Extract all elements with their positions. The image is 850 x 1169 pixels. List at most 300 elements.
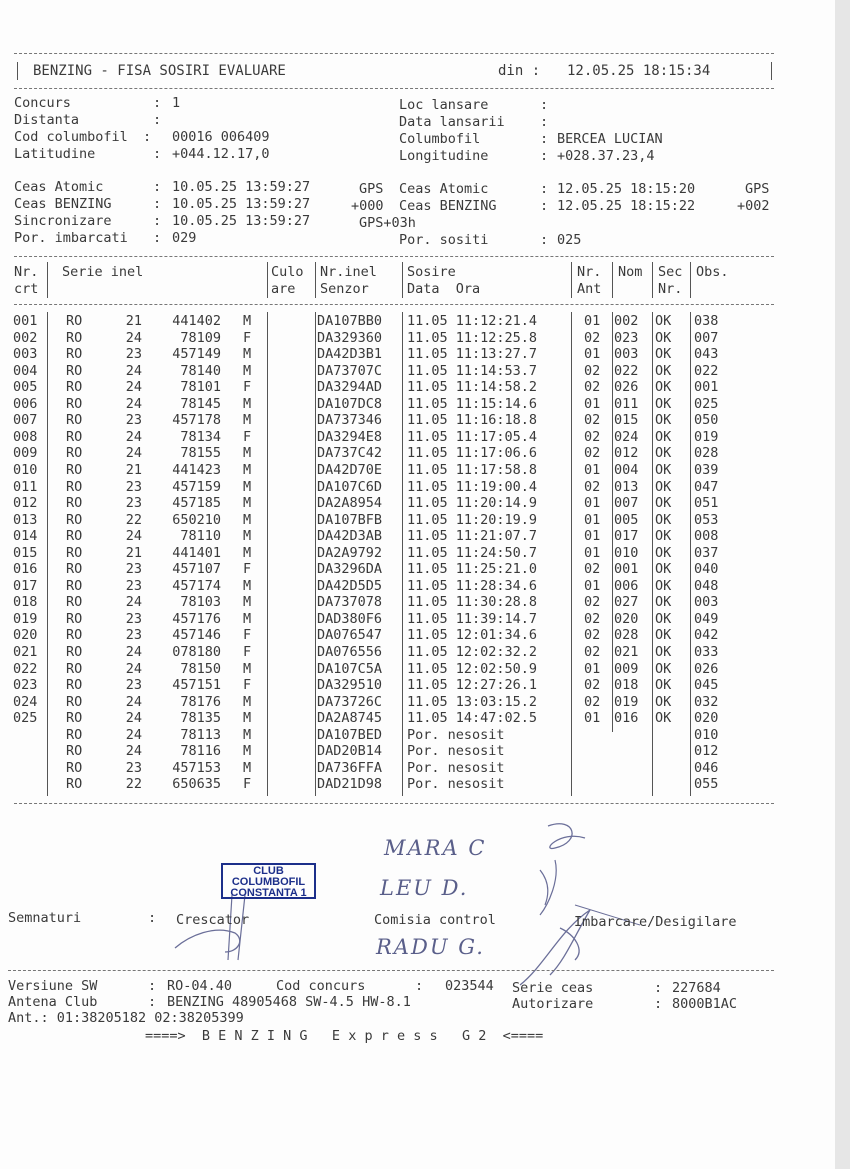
row-arrival: 11.05 11:21:07.7 xyxy=(407,528,538,545)
colon: : xyxy=(540,198,549,214)
col-header-ant: Ant xyxy=(577,281,602,297)
row-nr-crt: 025 xyxy=(13,710,38,727)
row-nom: 028 xyxy=(614,627,639,644)
row-country: RO xyxy=(66,759,83,776)
row-obs: 007 xyxy=(694,329,719,346)
row-country: RO xyxy=(66,445,83,462)
row-sensor: DA2A8745 xyxy=(317,710,383,727)
ceas-atomic-start-src: GPS xyxy=(359,181,384,197)
report-title: BENZING - FISA SOSIRI EVALUARE xyxy=(33,63,286,79)
row-sensor: DA107BFB xyxy=(317,511,383,528)
row-sec: OK xyxy=(655,313,672,329)
row-year: 24 xyxy=(125,726,142,743)
row-obs: 049 xyxy=(694,610,719,627)
handwritten-name-2: LEU D. xyxy=(380,876,469,900)
row-obs: 020 xyxy=(694,710,719,727)
row-antenna: 02 xyxy=(584,478,601,495)
row-arrival: 11.05 11:24:50.7 xyxy=(407,544,538,561)
row-obs: 051 xyxy=(694,495,719,512)
stamp-line-1: CLUB xyxy=(253,865,284,877)
row-sex: M xyxy=(243,395,252,412)
club-stamp xyxy=(221,863,316,899)
row-sex: F xyxy=(243,627,252,644)
row-year: 21 xyxy=(125,313,142,329)
row-nom: 026 xyxy=(614,379,639,396)
row-antenna: 01 xyxy=(584,495,601,512)
row-nom: 005 xyxy=(614,511,639,528)
sincronizare-tz: GPS+03h xyxy=(359,215,416,231)
row-country: RO xyxy=(66,478,83,495)
col-header-sec-nr: Nr. xyxy=(658,281,683,297)
row-ring: 441401 xyxy=(172,544,221,561)
row-year: 24 xyxy=(125,445,142,462)
row-sec: OK xyxy=(655,511,672,528)
row-nr-crt: 012 xyxy=(13,495,38,512)
row-sex: M xyxy=(243,511,252,528)
row-antenna: 02 xyxy=(584,644,601,660)
row-ring: 78140 xyxy=(180,362,221,379)
row-antenna: 01 xyxy=(584,544,601,561)
versiune-value: RO-04.40 xyxy=(167,978,233,994)
row-arrival: Por. nesosit xyxy=(407,776,505,793)
row-sensor: DAD21D98 xyxy=(317,776,383,793)
row-antenna: 01 xyxy=(584,528,601,545)
row-ring: 457149 xyxy=(172,346,221,363)
row-nr-crt: 022 xyxy=(13,660,38,677)
row-country: RO xyxy=(66,677,83,694)
row-sensor: DA42D70E xyxy=(317,461,383,478)
row-year: 24 xyxy=(125,379,142,396)
row-nom: 012 xyxy=(614,445,639,462)
columbofil-label: Columbofil xyxy=(399,131,481,147)
row-country: RO xyxy=(66,610,83,627)
row-antenna: 02 xyxy=(584,428,601,445)
crescator-label: Crescator xyxy=(176,912,250,928)
row-sex: F xyxy=(243,776,252,793)
row-antenna: 02 xyxy=(584,412,601,429)
row-sex: M xyxy=(243,495,252,512)
ceas-benzing-label-2: Ceas BENZING xyxy=(399,198,497,214)
row-sensor: DA3294E8 xyxy=(317,428,383,445)
row-country: RO xyxy=(66,428,83,445)
row-sec: OK xyxy=(655,693,672,710)
row-nom: 003 xyxy=(614,346,639,363)
row-ring: 457176 xyxy=(172,610,221,627)
comisia-label: Comisia control xyxy=(374,912,496,928)
row-arrival: 11.05 11:39:14.7 xyxy=(407,610,538,627)
row-ring: 78135 xyxy=(180,710,221,727)
row-sensor: DA2A9792 xyxy=(317,544,383,561)
row-antenna: 01 xyxy=(584,511,601,528)
row-sensor: DA42D3B1 xyxy=(317,346,383,363)
row-ring: 457174 xyxy=(172,577,221,594)
row-arrival: 11.05 12:27:26.1 xyxy=(407,677,538,694)
row-sensor: DA737346 xyxy=(317,412,383,429)
concurs-value: 1 xyxy=(172,95,181,111)
row-year: 23 xyxy=(125,561,142,578)
imbarcati-value: 029 xyxy=(172,230,197,246)
row-obs: 040 xyxy=(694,561,719,578)
row-year: 23 xyxy=(125,610,142,627)
row-obs: 022 xyxy=(694,362,719,379)
row-country: RO xyxy=(66,495,83,512)
row-year: 24 xyxy=(125,528,142,545)
colon: : xyxy=(415,978,424,994)
columbofil-value: BERCEA LUCIAN xyxy=(557,131,663,147)
row-year: 21 xyxy=(125,461,142,478)
latitudine-value: +044.12.17,0 xyxy=(172,146,270,162)
serie-ceas-value: 227684 xyxy=(672,980,721,996)
colon: : xyxy=(153,179,162,195)
row-sec: OK xyxy=(655,495,672,512)
row-year: 23 xyxy=(125,627,142,644)
row-sensor: DAD380F6 xyxy=(317,610,383,627)
row-sex: M xyxy=(243,610,252,627)
row-arrival: 11.05 11:13:27.7 xyxy=(407,346,538,363)
row-year: 24 xyxy=(125,428,142,445)
longitudine-label: Longitudine xyxy=(399,148,489,164)
row-country: RO xyxy=(66,561,83,578)
row-nom: 016 xyxy=(614,710,639,727)
colon: : xyxy=(540,232,549,248)
colon: : xyxy=(153,146,162,162)
row-year: 24 xyxy=(125,329,142,346)
colon: : xyxy=(654,980,663,996)
colon: : xyxy=(153,112,162,128)
row-nr-crt: 006 xyxy=(13,395,38,412)
sincronizare-value: 10.05.25 13:59:27 xyxy=(172,213,311,229)
row-obs: 008 xyxy=(694,528,719,545)
colon: : xyxy=(148,978,157,994)
row-nr-crt: 003 xyxy=(13,346,38,363)
row-sex: M xyxy=(243,461,252,478)
row-sex: M xyxy=(243,544,252,561)
row-year: 23 xyxy=(125,577,142,594)
row-year: 24 xyxy=(125,693,142,710)
row-nr-crt: 008 xyxy=(13,428,38,445)
row-ring: 457107 xyxy=(172,561,221,578)
row-arrival: 11.05 11:14:58.2 xyxy=(407,379,538,396)
autorizare-value: 8000B1AC xyxy=(672,996,738,1012)
loc-lansare-label: Loc lansare xyxy=(399,97,489,113)
row-sex: M xyxy=(243,412,252,429)
row-sec: OK xyxy=(655,627,672,644)
footer-rule xyxy=(8,970,774,971)
row-sec: OK xyxy=(655,362,672,379)
col-header-sosire: Sosire xyxy=(407,264,456,280)
row-sex: M xyxy=(243,743,252,760)
row-country: RO xyxy=(66,412,83,429)
row-country: RO xyxy=(66,461,83,478)
imbarcati-label: Por. imbarcati xyxy=(14,230,128,246)
row-obs: 019 xyxy=(694,428,719,445)
row-sec: OK xyxy=(655,412,672,429)
row-country: RO xyxy=(66,313,83,329)
row-arrival: Por. nesosit xyxy=(407,743,505,760)
col-header-senzor: Senzor xyxy=(320,281,369,297)
row-arrival: 11.05 11:30:28.8 xyxy=(407,594,538,611)
row-year: 22 xyxy=(125,776,142,793)
row-antenna: 02 xyxy=(584,594,601,611)
cod-columbofil-label: Cod columbofil xyxy=(14,129,128,145)
brand-line: ====> B E N Z I N G E x p r e s s G 2 <==== xyxy=(145,1028,544,1044)
row-arrival: 11.05 11:15:14.6 xyxy=(407,395,538,412)
row-antenna: 02 xyxy=(584,677,601,694)
row-ring: 78113 xyxy=(180,726,221,743)
row-sex: M xyxy=(243,346,252,363)
row-arrival: 11.05 12:02:50.9 xyxy=(407,660,538,677)
row-sec: OK xyxy=(655,677,672,694)
antena-label: Antena Club xyxy=(8,994,98,1010)
row-nom: 022 xyxy=(614,362,639,379)
row-sensor: DA107C5A xyxy=(317,660,383,677)
handwritten-name-3: RADU G. xyxy=(376,935,485,959)
row-sec: OK xyxy=(655,428,672,445)
ceas-atomic-start: 10.05.25 13:59:27 xyxy=(172,179,311,195)
row-nr-crt: 015 xyxy=(13,544,38,561)
longitudine-value: +028.37.23,4 xyxy=(557,148,655,164)
colon: : xyxy=(540,114,549,130)
row-antenna: 01 xyxy=(584,461,601,478)
row-arrival: 11.05 11:12:25.8 xyxy=(407,329,538,346)
row-obs: 050 xyxy=(694,412,719,429)
row-nom: 004 xyxy=(614,461,639,478)
row-nr-crt: 004 xyxy=(13,362,38,379)
row-country: RO xyxy=(66,627,83,644)
colon: : xyxy=(153,230,162,246)
row-antenna: 01 xyxy=(584,660,601,677)
row-sensor: DA076547 xyxy=(317,627,383,644)
sositi-value: 025 xyxy=(557,232,582,248)
row-obs: 047 xyxy=(694,478,719,495)
row-ring: 441423 xyxy=(172,461,221,478)
row-sensor: DA2A8954 xyxy=(317,495,383,512)
row-arrival: 11.05 11:14:53.7 xyxy=(407,362,538,379)
row-year: 23 xyxy=(125,759,142,776)
row-antenna: 02 xyxy=(584,379,601,396)
row-antenna: 01 xyxy=(584,710,601,727)
row-arrival: 11.05 14:47:02.5 xyxy=(407,710,538,727)
row-sex: M xyxy=(243,577,252,594)
row-nom: 027 xyxy=(614,594,639,611)
row-sex: F xyxy=(243,561,252,578)
row-ring: 650635 xyxy=(172,776,221,793)
row-sec: OK xyxy=(655,329,672,346)
colon: : xyxy=(540,131,549,147)
row-year: 24 xyxy=(125,743,142,760)
colon: : xyxy=(143,129,152,145)
colon: : xyxy=(540,181,549,197)
row-nom: 002 xyxy=(614,313,639,329)
sositi-label: Por. sositi xyxy=(399,232,489,248)
row-nr-crt: 024 xyxy=(13,693,38,710)
row-ring: 650210 xyxy=(172,511,221,528)
concurs-label: Concurs xyxy=(14,95,71,111)
row-country: RO xyxy=(66,329,83,346)
row-ring: 78145 xyxy=(180,395,221,412)
row-sensor: DA736FFA xyxy=(317,759,383,776)
ceas-atomic-end-src: GPS xyxy=(745,181,770,197)
row-sex: M xyxy=(243,478,252,495)
row-sex: M xyxy=(243,693,252,710)
row-nr-crt: 013 xyxy=(13,511,38,528)
col-header-culoare-2: are xyxy=(271,281,296,297)
row-antenna: 02 xyxy=(584,610,601,627)
row-country: RO xyxy=(66,726,83,743)
latitudine-label: Latitudine xyxy=(14,146,96,162)
ceas-benzing-start: 10.05.25 13:59:27 xyxy=(172,196,311,212)
stamp-line-3: CONSTANTA 1 xyxy=(230,887,307,899)
row-sensor: DA737078 xyxy=(317,594,383,611)
col-header-culoare-1: Culo xyxy=(271,264,304,280)
row-sec: OK xyxy=(655,346,672,363)
row-sex: F xyxy=(243,644,252,660)
row-antenna: 02 xyxy=(584,561,601,578)
ceas-benzing-end-offset: +002 xyxy=(737,198,770,214)
row-nr-crt: 011 xyxy=(13,478,38,495)
row-nom: 024 xyxy=(614,428,639,445)
row-nom: 017 xyxy=(614,528,639,545)
row-nom: 018 xyxy=(614,677,639,694)
colon: : xyxy=(148,910,157,926)
cod-concurs-value: 023544 xyxy=(445,978,494,994)
versiune-label: Versiune SW xyxy=(8,978,98,994)
row-year: 21 xyxy=(125,544,142,561)
row-nr-crt: 009 xyxy=(13,445,38,462)
row-nom: 020 xyxy=(614,610,639,627)
row-obs: 001 xyxy=(694,379,719,396)
row-nom: 015 xyxy=(614,412,639,429)
colon: : xyxy=(540,148,549,164)
row-antenna: 01 xyxy=(584,346,601,363)
row-sensor: DA73707C xyxy=(317,362,383,379)
row-sex: F xyxy=(243,329,252,346)
row-ring: 457159 xyxy=(172,478,221,495)
row-sensor: DA73726C xyxy=(317,693,383,710)
row-sensor: DA42D5D5 xyxy=(317,577,383,594)
colon: : xyxy=(153,213,162,229)
ceas-atomic-end: 12.05.25 18:15:20 xyxy=(557,181,696,197)
row-sec: OK xyxy=(655,395,672,412)
col-header-nom: Nom xyxy=(618,264,643,280)
row-country: RO xyxy=(66,528,83,545)
row-nr-crt: 001 xyxy=(13,313,38,329)
serie-ceas-label: Serie ceas xyxy=(512,980,594,996)
row-antenna: 02 xyxy=(584,329,601,346)
row-sex: M xyxy=(243,528,252,545)
row-obs: 039 xyxy=(694,461,719,478)
row-obs: 010 xyxy=(694,726,719,743)
row-sensor: DA107BB0 xyxy=(317,313,383,329)
row-sensor: DA329510 xyxy=(317,677,383,694)
row-nr-crt: 005 xyxy=(13,379,38,396)
row-arrival: 11.05 11:25:21.0 xyxy=(407,561,538,578)
row-ring: 078180 xyxy=(172,644,221,660)
row-arrival: 11.05 13:03:15.2 xyxy=(407,693,538,710)
row-ring: 78116 xyxy=(180,743,221,760)
row-obs: 028 xyxy=(694,445,719,462)
row-ring: 78103 xyxy=(180,594,221,611)
row-year: 23 xyxy=(125,346,142,363)
report-date: 12.05.25 18:15:34 xyxy=(567,63,711,79)
row-country: RO xyxy=(66,379,83,396)
row-sex: M xyxy=(243,362,252,379)
row-arrival: 11.05 11:12:21.4 xyxy=(407,313,538,329)
row-sex: M xyxy=(243,660,252,677)
row-sec: OK xyxy=(655,610,672,627)
row-nom: 001 xyxy=(614,561,639,578)
row-sec: OK xyxy=(655,478,672,495)
row-antenna: 01 xyxy=(584,395,601,412)
row-obs: 032 xyxy=(694,693,719,710)
row-ring: 78155 xyxy=(180,445,221,462)
row-nom: 021 xyxy=(614,644,639,660)
row-year: 24 xyxy=(125,362,142,379)
sincronizare-label: Sincronizare xyxy=(14,213,112,229)
row-ring: 78110 xyxy=(180,528,221,545)
col-header-sec: Sec xyxy=(658,264,683,280)
row-ring: 457178 xyxy=(172,412,221,429)
row-sex: M xyxy=(243,313,252,329)
row-ring: 78109 xyxy=(180,329,221,346)
row-country: RO xyxy=(66,660,83,677)
ceas-atomic-label-2: Ceas Atomic xyxy=(399,181,489,197)
imbarcare-label: Imbarcare/Desigilare xyxy=(574,914,737,930)
col-header-crt: crt xyxy=(14,281,39,297)
distanta-label: Distanta xyxy=(14,112,80,128)
row-nr-crt: 023 xyxy=(13,677,38,694)
row-year: 23 xyxy=(125,677,142,694)
row-arrival: 11.05 11:16:18.8 xyxy=(407,412,538,429)
row-sec: OK xyxy=(655,660,672,677)
stamp-line-2: COLUMBOFIL xyxy=(231,876,306,888)
row-antenna: 02 xyxy=(584,362,601,379)
row-antenna: 02 xyxy=(584,627,601,644)
row-sensor: DA107C6D xyxy=(317,478,383,495)
row-obs: 043 xyxy=(694,346,719,363)
row-obs: 053 xyxy=(694,511,719,528)
row-sensor: DA329360 xyxy=(317,329,383,346)
row-nr-crt: 017 xyxy=(13,577,38,594)
row-obs: 025 xyxy=(694,395,719,412)
row-sec: OK xyxy=(655,594,672,611)
col-header-data-ora: Data Ora xyxy=(407,281,481,297)
row-nr-crt: 014 xyxy=(13,528,38,545)
semnaturi-label: Semnaturi xyxy=(8,910,82,926)
row-obs: 055 xyxy=(694,776,719,793)
antenna-ids: Ant.: 01:38205182 02:38205399 xyxy=(8,1010,244,1026)
row-obs: 003 xyxy=(694,594,719,611)
row-arrival: 11.05 11:28:34.6 xyxy=(407,577,538,594)
row-nom: 010 xyxy=(614,544,639,561)
row-year: 23 xyxy=(125,495,142,512)
row-arrival: 11.05 11:17:06.6 xyxy=(407,445,538,462)
row-ring: 457185 xyxy=(172,495,221,512)
row-sex: M xyxy=(243,759,252,776)
col-header-nr-ant: Nr. xyxy=(577,264,602,280)
row-obs: 012 xyxy=(694,743,719,760)
row-sex: F xyxy=(243,428,252,445)
row-obs: 042 xyxy=(694,627,719,644)
row-sec: OK xyxy=(655,379,672,396)
colon: : xyxy=(153,196,162,212)
row-ring: 78150 xyxy=(180,660,221,677)
row-arrival: 11.05 11:17:05.4 xyxy=(407,428,538,445)
row-arrival: 11.05 11:20:19.9 xyxy=(407,511,538,528)
row-country: RO xyxy=(66,776,83,793)
row-antenna: 02 xyxy=(584,445,601,462)
row-sensor: DA3296DA xyxy=(317,561,383,578)
